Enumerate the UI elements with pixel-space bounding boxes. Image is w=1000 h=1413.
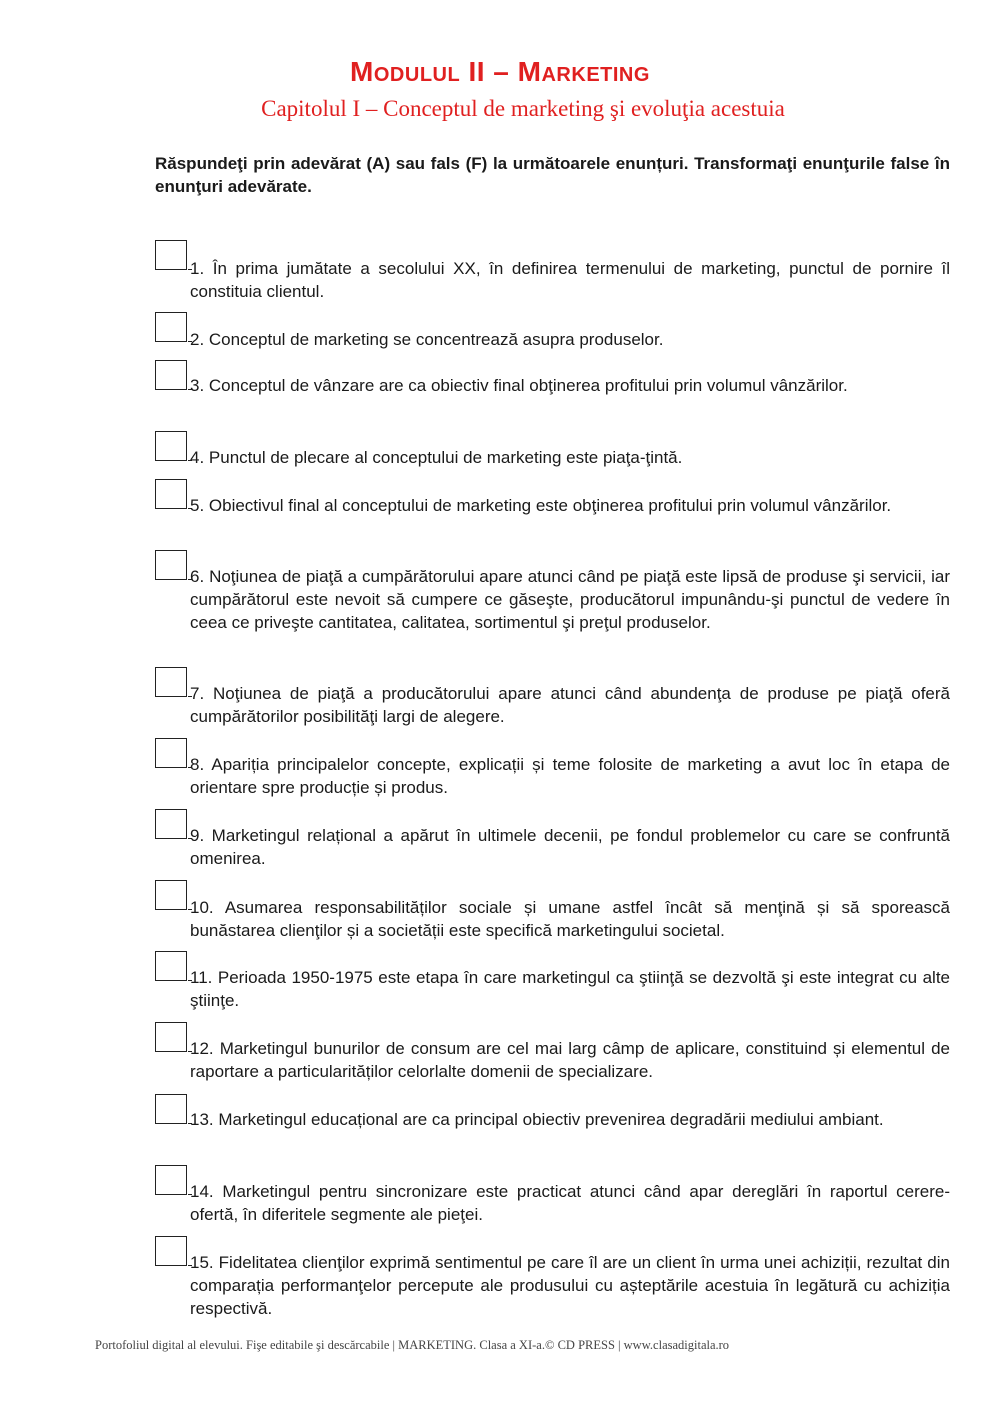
answer-box[interactable] <box>155 1236 187 1266</box>
question-text: 15. Fidelitatea clienţilor exprimă sentimentul pe care îl are un client în urma unei achiziții, rezultat din comparația performanţelor percepute ale produsului cu așteptările acestuia în legătură cu achiziția respectivă. <box>190 1253 950 1318</box>
answer-box[interactable] <box>155 738 187 768</box>
question-text: 11. Perioada 1950-1975 este etapa în care marketingul ca ştiinţă se dezvoltă şi este integrat cu alte ştiinţe. <box>190 968 950 1010</box>
answer-box[interactable] <box>155 1165 187 1195</box>
question-text: 12. Marketingul bunurilor de consum are cel mai larg câmp de aplicare, constituind și elementul de raportare a particularităților celorlalte domenii de specializare. <box>190 1039 950 1081</box>
answer-box[interactable] <box>155 479 187 509</box>
answer-box[interactable] <box>155 667 187 697</box>
answer-box[interactable] <box>155 951 187 981</box>
instructions: Răspundeţi prin adevărat (A) sau fals (F) la următoarele enunțuri. Transformaţi enunţurile false în enunţuri adevărate. <box>155 154 950 196</box>
question-text: 4. Punctul de plecare al conceptului de marketing este piaţa-ţintă. <box>190 448 683 467</box>
chapter-subtitle: Capitolul I – Conceptul de marketing şi evoluţia acestuia <box>261 96 785 121</box>
question-text: 10. Asumarea responsabilităților sociale și umane astfel încât să menţină și să sporească bunăstarea clienţilor și a societății este specifică marketingului societal. <box>190 898 950 940</box>
question-text: 6. Noţiunea de piaţă a cumpărătorului apare atunci când pe piaţă este lipsă de produse şi servicii, iar cumpărătorul este nevoit să cumpere ce găseşte, producătorul impunându-şi punctul de vedere în ceea ce priveşte cantitatea, calitatea, sortimentul şi preţul produselor. <box>190 567 950 632</box>
question-text: 8. Apariția principalelor concepte, explicații și teme folosite de marketing a avut loc în etapa de orientare spre producție și produs. <box>190 755 950 797</box>
answer-box[interactable] <box>155 360 187 390</box>
question-text: 14. Marketingul pentru sincronizare este practicat atunci când apar dereglări în raportul cerere-ofertă, în diferitele segmente ale pieţei. <box>190 1182 950 1224</box>
question-text: 7. Noţiunea de piaţă a producătorului apare atunci când abundenţa de produse pe piaţă oferă cumpărătorilor posibilităţi largi de alegere. <box>190 684 950 726</box>
question-text: 13. Marketingul educațional are ca principal obiectiv prevenirea degradării mediului ambiant. <box>190 1110 884 1129</box>
answer-box[interactable] <box>155 880 187 910</box>
answer-box[interactable] <box>155 240 187 270</box>
answer-box[interactable] <box>155 431 187 461</box>
answer-box[interactable] <box>155 1022 187 1052</box>
answer-box[interactable] <box>155 550 187 580</box>
question-text: 1. În prima jumătate a secolului XX, în definirea termenului de marketing, punctul de pornire îl constituia clientul. <box>190 259 950 301</box>
question-text: 9. Marketingul relațional a apărut în ultimele decenii, pe fondul problemelor cu care se confruntă omenirea. <box>190 826 950 868</box>
answer-box[interactable] <box>155 312 187 342</box>
question-text: 5. Obiectivul final al conceptului de marketing este obţinerea profitului prin volumul vânzărilor. <box>190 496 892 515</box>
page-title: Modulul II – Marketing <box>350 56 650 87</box>
question-text: 3. Conceptul de vânzare are ca obiectiv final obţinerea profitului prin volumul vânzărilor. <box>190 376 848 395</box>
question-text: 2. Conceptul de marketing se concentrează asupra produselor. <box>190 330 664 349</box>
answer-box[interactable] <box>155 809 187 839</box>
answer-box[interactable] <box>155 1094 187 1124</box>
page-footer: Portofoliul digital al elevului. Fişe editabile şi descărcabile | MARKETING. Clasa a XI-a.© CD PRESS | www.clasadigitala.ro <box>95 1338 730 1352</box>
